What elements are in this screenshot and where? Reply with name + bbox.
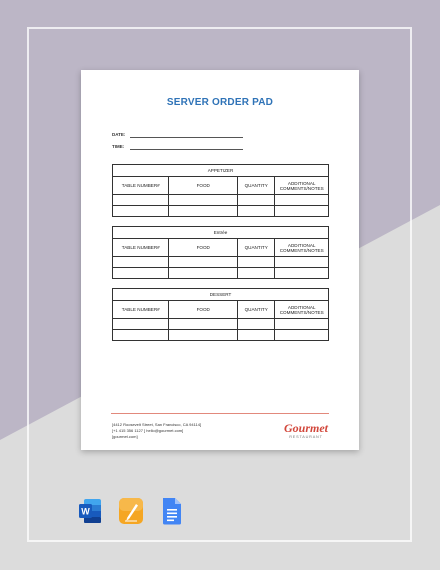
cell[interactable] <box>237 257 274 268</box>
restaurant-logo <box>277 422 335 439</box>
word-letter: W <box>81 506 90 517</box>
cell[interactable] <box>169 330 238 341</box>
dessert-table <box>112 288 329 341</box>
table-row <box>113 319 329 330</box>
word-icon[interactable] <box>78 497 102 525</box>
cell[interactable] <box>275 330 329 341</box>
cell[interactable] <box>169 257 238 268</box>
col-quantity: QUANTITY <box>237 301 274 319</box>
cell[interactable] <box>275 319 329 330</box>
cell[interactable] <box>237 195 274 206</box>
col-quantity: QUANTITY <box>237 177 274 195</box>
section-title: APPETIZER <box>113 165 329 177</box>
cell[interactable] <box>237 268 274 279</box>
entree-table <box>112 226 329 279</box>
cell[interactable] <box>113 206 169 217</box>
logo-subtitle: RESTAURANT <box>289 435 323 439</box>
cell[interactable] <box>113 257 169 268</box>
section-title: DESSERT <box>113 289 329 301</box>
col-comments: ADDITIONAL COMMENTS/NOTES <box>275 177 329 195</box>
col-food: FOOD <box>169 177 238 195</box>
cell[interactable] <box>113 195 169 206</box>
appetizer-table <box>112 164 329 217</box>
table-row <box>113 268 329 279</box>
google-docs-icon[interactable] <box>160 497 184 525</box>
col-table-number: TABLE NUMBER# <box>113 239 169 257</box>
cell[interactable] <box>113 330 169 341</box>
col-food: FOOD <box>169 301 238 319</box>
cell[interactable] <box>275 257 329 268</box>
table-row <box>113 206 329 217</box>
cell[interactable] <box>169 206 238 217</box>
cell[interactable] <box>275 195 329 206</box>
cell[interactable] <box>237 330 274 341</box>
document-title: SERVER ORDER PAD <box>166 97 274 108</box>
cell[interactable] <box>237 319 274 330</box>
time-line[interactable] <box>130 149 243 150</box>
pages-icon[interactable] <box>119 497 143 525</box>
section-title: Entrée <box>113 227 329 239</box>
footer-divider <box>111 413 329 414</box>
contact-line: [+1 415 356 1127 ] hello@gourmet.com] <box>112 428 184 434</box>
address-line: [4412 Roosevelt Street, San Francisco, CA 94114] <box>112 422 202 427</box>
col-table-number: TABLE NUMBER# <box>113 177 169 195</box>
cell[interactable] <box>237 206 274 217</box>
col-comments: ADDITIONAL COMMENTS/NOTES <box>275 301 329 319</box>
col-comments: ADDITIONAL COMMENTS/NOTES <box>275 239 329 257</box>
logo-name: Gourmet <box>283 421 328 435</box>
cell[interactable] <box>275 206 329 217</box>
cell[interactable] <box>113 268 169 279</box>
col-table-number: TABLE NUMBER# <box>113 301 169 319</box>
cell[interactable] <box>169 319 238 330</box>
col-food: FOOD <box>169 239 238 257</box>
website-line: [gourmet.com] <box>112 434 138 440</box>
date-label: DATE: <box>112 132 126 137</box>
table-row <box>113 257 329 268</box>
time-label: TIME: <box>112 144 125 149</box>
date-line[interactable] <box>130 137 243 138</box>
cell[interactable] <box>169 268 238 279</box>
cell[interactable] <box>169 195 238 206</box>
col-quantity: QUANTITY <box>237 239 274 257</box>
cell[interactable] <box>113 319 169 330</box>
table-row <box>113 330 329 341</box>
cell[interactable] <box>275 268 329 279</box>
document-page <box>81 70 359 450</box>
footer-address <box>112 422 201 441</box>
table-row <box>113 195 329 206</box>
